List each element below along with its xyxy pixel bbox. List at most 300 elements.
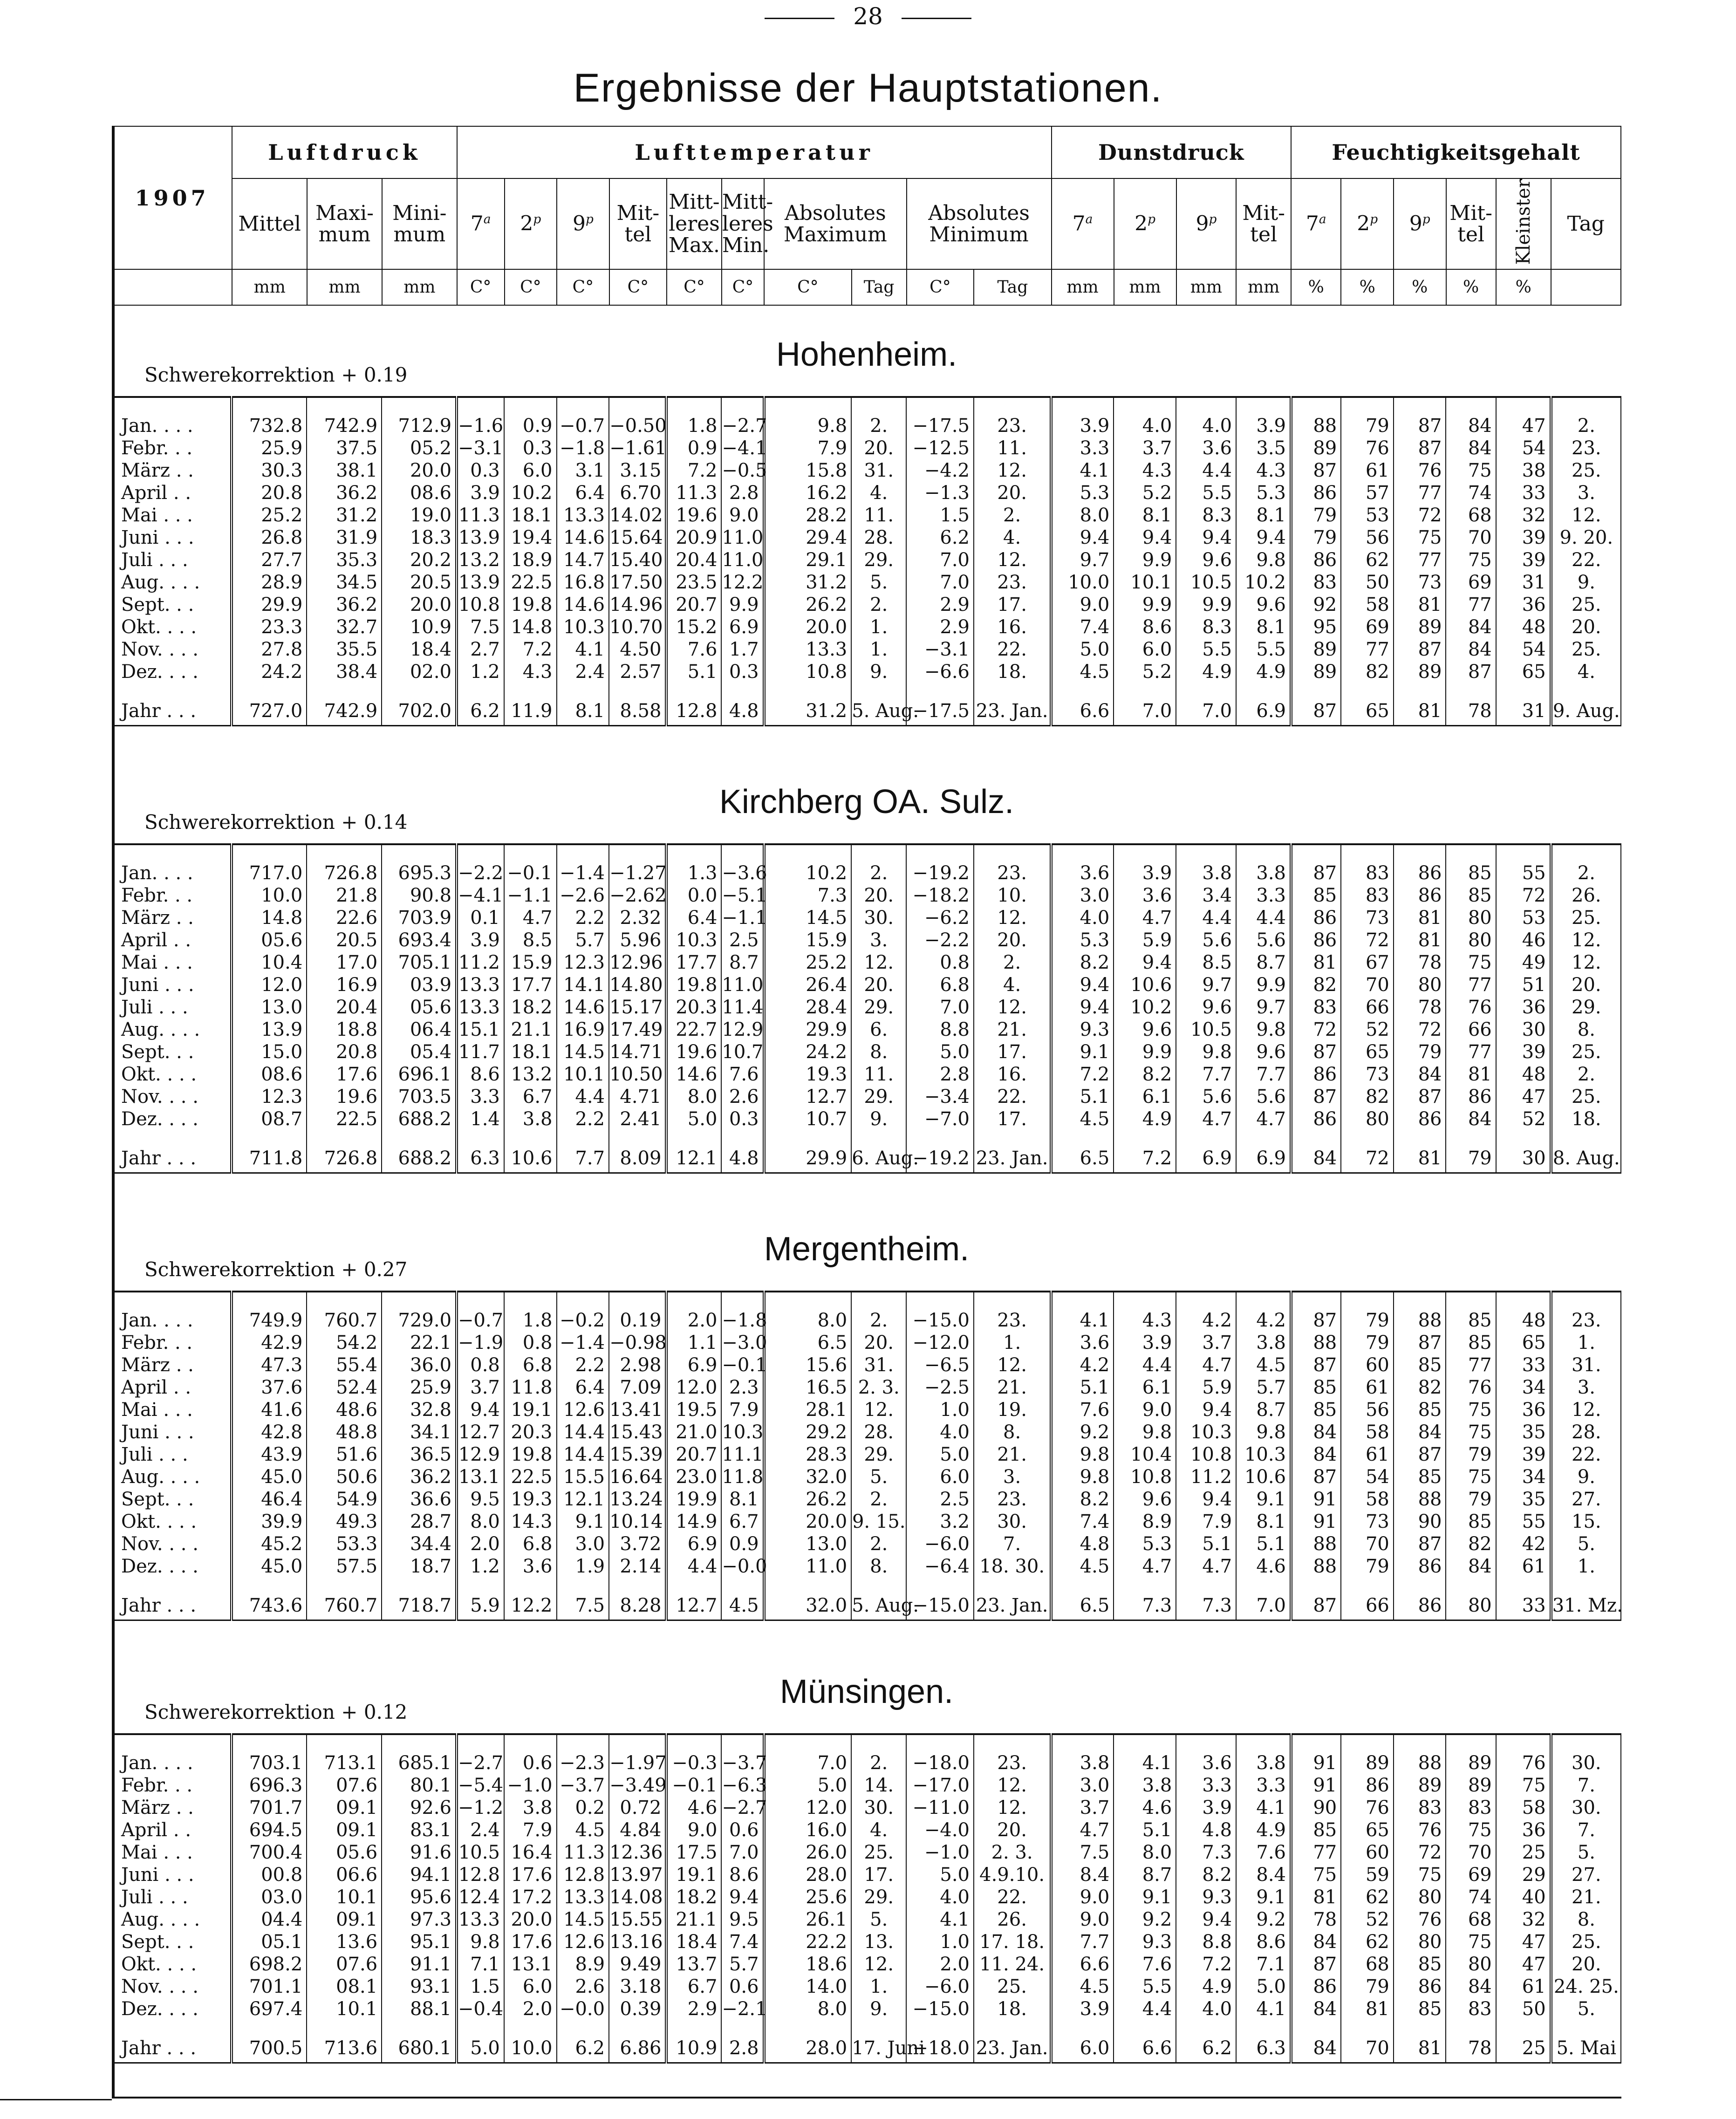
spacer-cell: [1341, 1734, 1394, 1752]
data-cell: 7.2: [504, 638, 557, 661]
spacer-cell: [1341, 1578, 1394, 1592]
data-cell: 7.4: [721, 1931, 764, 1953]
data-cell: 79: [1446, 1443, 1496, 1466]
data-cell: 4.1: [1114, 1752, 1176, 1774]
data-cell: 3.9: [1051, 415, 1114, 437]
spacer-cell: [1114, 844, 1176, 862]
data-cell: 2.98: [609, 1354, 666, 1376]
month-row: [112, 1841, 1621, 1864]
row-label: Jahr . . .: [112, 697, 232, 726]
data-cell: 27.: [1551, 1488, 1621, 1511]
data-cell: 7.0: [906, 996, 974, 1018]
data-cell: 5.: [1551, 1998, 1621, 2020]
data-cell: 05.2: [382, 437, 457, 459]
data-cell: 8.0: [457, 1511, 504, 1533]
data-cell: 8.4: [1236, 1864, 1291, 1886]
month-row: [112, 1399, 1621, 1421]
data-cell: 35.3: [307, 549, 382, 571]
data-cell: 28.1: [764, 1399, 852, 1421]
row-label: Okt. . . .: [112, 1511, 232, 1533]
row-label: Okt. . . .: [112, 1953, 232, 1975]
data-cell: 75: [1446, 1399, 1496, 1421]
data-cell: 688.2: [382, 1144, 457, 1173]
data-cell: 10.2: [1236, 571, 1291, 594]
sub-ld-max: Maxi-mum: [307, 178, 382, 269]
data-cell: 12.4: [457, 1886, 504, 1908]
spacer-cell: [1551, 683, 1621, 697]
row-label: Sept. . .: [112, 1041, 232, 1063]
data-cell: 0.6: [721, 1975, 764, 1998]
data-cell: 87: [1291, 697, 1341, 726]
data-cell: −17.5: [906, 697, 974, 726]
data-cell: 11.0: [722, 549, 764, 571]
spacer-cell: [851, 1130, 906, 1144]
data-cell: 8.6: [457, 1063, 504, 1086]
data-cell: 3.8: [1051, 1752, 1114, 1774]
data-cell: 8.9: [1114, 1511, 1176, 1533]
data-cell: 85: [1446, 1309, 1496, 1332]
month-row: [112, 862, 1621, 884]
data-cell: 38.1: [307, 459, 382, 482]
data-cell: 3.9: [457, 929, 504, 951]
data-cell: 30.: [851, 907, 906, 929]
data-cell: 88: [1291, 415, 1341, 437]
data-cell: 16.8: [557, 571, 609, 594]
data-cell: 87: [1394, 1086, 1446, 1108]
data-cell: 5.0: [906, 1041, 974, 1063]
data-cell: 31.2: [764, 571, 852, 594]
data-cell: 28.0: [764, 2034, 852, 2063]
data-cell: 4.9: [1176, 661, 1236, 683]
data-cell: 698.2: [232, 1953, 307, 1975]
data-cell: 28.2: [764, 504, 852, 526]
data-cell: 11.2: [457, 951, 504, 974]
data-cell: 701.7: [232, 1797, 307, 1819]
spacer-cell: [721, 844, 764, 862]
data-cell: 4.1: [557, 638, 609, 661]
data-cell: 13.3: [457, 974, 504, 996]
data-cell: 11.8: [504, 1376, 557, 1399]
data-cell: 88.1: [382, 1998, 457, 2020]
data-cell: 77: [1446, 1354, 1496, 1376]
data-cell: 77: [1291, 1841, 1341, 1864]
spacer-cell: [1051, 1578, 1114, 1592]
data-cell: 12.: [974, 907, 1051, 929]
data-cell: 4.5: [721, 1592, 764, 1620]
row-label: Sept. . .: [112, 594, 232, 616]
data-cell: 1.8: [504, 1309, 557, 1332]
data-cell: 2.8: [721, 2034, 764, 2063]
data-cell: 13.7: [666, 1953, 721, 1975]
data-cell: 47: [1496, 1931, 1551, 1953]
data-cell: 75: [1446, 459, 1496, 482]
data-cell: 3.0: [557, 1533, 609, 1555]
data-cell: 1.8: [666, 415, 721, 437]
data-cell: 12.: [1551, 929, 1621, 951]
month-row: [112, 482, 1621, 504]
data-cell: 5.0: [666, 1108, 721, 1130]
data-cell: 14.5: [764, 907, 852, 929]
spacer-cell: [1114, 2020, 1176, 2034]
data-cell: −2.1: [722, 1998, 767, 2020]
data-cell: 4.0: [1051, 907, 1114, 929]
data-cell: 5.7: [721, 1953, 764, 1975]
spacer-cell: [1394, 1578, 1446, 1592]
data-cell: 24.2: [764, 1041, 852, 1063]
data-cell: 8.2: [1114, 1063, 1176, 1086]
data-cell: 76: [1394, 1908, 1446, 1931]
data-cell: 88: [1291, 1533, 1341, 1555]
data-cell: 9.4: [721, 1886, 764, 1908]
data-cell: 29.9: [232, 594, 307, 616]
data-cell: 4.5: [1236, 1354, 1291, 1376]
data-cell: 7.6: [1051, 1399, 1114, 1421]
data-cell: 20.: [1551, 974, 1621, 996]
spacer-cell: [1551, 844, 1621, 862]
month-row: [112, 1886, 1621, 1908]
data-cell: 4.2: [1051, 1354, 1114, 1376]
data-cell: 11.3: [457, 504, 504, 526]
data-cell: 79: [1341, 415, 1394, 437]
data-cell: 22.5: [504, 571, 557, 594]
data-cell: 2.5: [721, 929, 764, 951]
data-cell: 3.18: [609, 1975, 666, 1998]
spacer-cell: [457, 844, 504, 862]
data-cell: 1.0: [906, 1931, 974, 1953]
data-cell: 76: [1446, 1376, 1496, 1399]
data-cell: 23.3: [232, 616, 307, 638]
data-cell: −1.0: [906, 1841, 974, 1864]
month-row: [112, 1864, 1621, 1886]
data-cell: 36: [1496, 1819, 1551, 1841]
data-cell: 6.9: [666, 1354, 721, 1376]
spacer-cell: [232, 1734, 307, 1752]
data-cell: 4.2: [1236, 1309, 1291, 1332]
data-cell: 2.3: [721, 1376, 764, 1399]
data-cell: 14.8: [504, 616, 557, 638]
data-cell: 23.: [974, 1752, 1051, 1774]
data-cell: 31.2: [307, 504, 382, 526]
data-cell: 15.64: [609, 526, 666, 549]
column-header: [112, 126, 1621, 306]
data-cell: 8.5: [1176, 951, 1236, 974]
data-cell: 73: [1341, 907, 1394, 929]
data-cell: 7.1: [1236, 1953, 1291, 1975]
data-cell: 20.: [851, 1332, 906, 1354]
data-cell: 43.9: [232, 1443, 307, 1466]
data-cell: −17.5: [906, 415, 974, 437]
spacer-cell: [1236, 2020, 1291, 2034]
data-cell: 46.4: [232, 1488, 307, 1511]
data-cell: 9.7: [1176, 974, 1236, 996]
spacer-cell: [974, 397, 1051, 415]
data-cell: 23.: [974, 1488, 1051, 1511]
row-label: Nov. . . .: [112, 1086, 232, 1108]
data-cell: 13.24: [609, 1488, 666, 1511]
spacer-cell: [851, 844, 906, 862]
data-cell: 36: [1496, 996, 1551, 1018]
data-cell: 25.2: [232, 504, 307, 526]
spacer-cell: [1446, 1734, 1496, 1752]
spacer-cell: [1394, 1734, 1446, 1752]
unit-pct: %: [1341, 269, 1394, 305]
sub-fg-mittel: Mit-tel: [1446, 178, 1496, 269]
data-cell: 712.9: [382, 415, 457, 437]
data-cell: 12.: [974, 1774, 1051, 1797]
data-cell: 28.7: [382, 1511, 457, 1533]
data-cell: 10.70: [609, 616, 666, 638]
data-cell: 760.7: [307, 1309, 382, 1332]
row-label: Juli . . .: [112, 1443, 232, 1466]
data-cell: 85: [1446, 1511, 1496, 1533]
row-label: März . .: [112, 1797, 232, 1819]
data-cell: 16.4: [504, 1841, 557, 1864]
spacer-cell: [457, 1130, 504, 1144]
data-cell: 8.1: [557, 697, 609, 726]
spacer-cell: [906, 1734, 974, 1752]
data-cell: 0.9: [504, 415, 557, 437]
spacer-cell: [1051, 2020, 1114, 2034]
data-cell: 1.5: [457, 1975, 504, 1998]
spacer-cell: [721, 683, 764, 697]
spacer-cell: [112, 844, 232, 862]
data-cell: 13.16: [609, 1931, 666, 1953]
data-cell: 10.5: [1176, 1018, 1236, 1041]
data-cell: 8. Aug.: [1551, 1144, 1621, 1173]
data-cell: 5.9: [1176, 1376, 1236, 1399]
spacer-cell: [1236, 1734, 1291, 1752]
data-cell: 55: [1496, 862, 1551, 884]
data-cell: 16.: [974, 1063, 1051, 1086]
data-cell: 85: [1394, 1953, 1446, 1975]
month-row: [112, 504, 1621, 526]
month-row: [112, 1953, 1621, 1975]
data-cell: 4.5: [1051, 661, 1114, 683]
data-cell: 73: [1341, 1063, 1394, 1086]
spacer-cell: [1236, 397, 1291, 415]
data-cell: 25.2: [764, 951, 852, 974]
spacer-cell: [721, 397, 764, 415]
spacer-cell: [1051, 844, 1114, 862]
data-cell: 54.2: [307, 1332, 382, 1354]
data-cell: 718.7: [382, 1592, 457, 1620]
data-cell: 23.0: [666, 1466, 721, 1488]
spacer-cell: [232, 1578, 307, 1592]
data-cell: 697.4: [232, 1998, 307, 2020]
data-cell: 2.2: [557, 1108, 609, 1130]
data-cell: 8.0: [764, 1998, 852, 2020]
data-cell: 5.: [851, 1466, 906, 1488]
spacer-cell: [1341, 1292, 1394, 1309]
data-cell: 0.9: [666, 437, 721, 459]
data-cell: −15.0: [906, 1592, 974, 1620]
data-cell: 32.0: [764, 1592, 852, 1620]
data-cell: 8.28: [609, 1592, 666, 1620]
data-cell: 29.9: [764, 1144, 852, 1173]
data-cell: 19.8: [666, 974, 721, 996]
data-cell: 3.1: [557, 459, 609, 482]
data-cell: −1.4: [557, 1332, 609, 1354]
data-cell: 89: [1446, 1752, 1496, 1774]
data-cell: 6.1: [1114, 1086, 1176, 1108]
spacer-cell: [112, 1734, 232, 1752]
data-cell: 3.4: [1176, 884, 1236, 907]
data-cell: 4.4: [1176, 907, 1236, 929]
data-cell: 78: [1394, 996, 1446, 1018]
data-cell: 93.1: [382, 1975, 457, 1998]
data-cell: 65: [1341, 697, 1394, 726]
data-cell: −5.4: [457, 1774, 504, 1797]
data-cell: 42.9: [232, 1332, 307, 1354]
data-cell: 15.6: [764, 1354, 852, 1376]
data-cell: 79: [1291, 504, 1341, 526]
data-cell: 7.7: [1051, 1931, 1114, 1953]
data-cell: 7.6: [666, 638, 721, 661]
data-cell: 12.6: [557, 1399, 609, 1421]
data-cell: 91: [1291, 1488, 1341, 1511]
spacer-cell: [557, 397, 609, 415]
row-label: Jahr . . .: [112, 2034, 232, 2063]
data-cell: 22.6: [307, 907, 382, 929]
data-cell: 29.: [851, 996, 906, 1018]
data-cell: 3.9: [457, 482, 504, 504]
data-cell: 2.8: [906, 1063, 974, 1086]
data-cell: 03.9: [382, 974, 457, 996]
data-cell: 9.9: [1114, 594, 1176, 616]
data-cell: 2.32: [609, 907, 666, 929]
spacer-cell: [666, 1578, 721, 1592]
data-cell: 14.4: [557, 1443, 609, 1466]
data-cell: 20.8: [232, 482, 307, 504]
data-cell: 3.2: [906, 1511, 974, 1533]
data-cell: 31.2: [764, 697, 852, 726]
data-cell: 4.9: [1176, 1975, 1236, 1998]
data-cell: 10.8: [457, 594, 504, 616]
data-cell: 8.1: [1236, 504, 1291, 526]
spacer-cell: [666, 2020, 721, 2034]
data-cell: 76: [1394, 459, 1446, 482]
row-label: Aug. . . .: [112, 1908, 232, 1931]
data-cell: 8.6: [1114, 616, 1176, 638]
data-cell: 91: [1291, 1511, 1341, 1533]
data-cell: 88: [1291, 1332, 1341, 1354]
data-cell: 68: [1446, 504, 1496, 526]
row-label: April . .: [112, 482, 232, 504]
data-cell: 41.6: [232, 1399, 307, 1421]
data-cell: 10.0: [232, 884, 307, 907]
data-cell: 76: [1394, 1819, 1446, 1841]
data-cell: 87: [1394, 1533, 1446, 1555]
data-cell: 86: [1291, 929, 1341, 951]
data-cell: 81: [1394, 1144, 1446, 1173]
data-cell: 2.8: [721, 482, 764, 504]
data-cell: 9.5: [457, 1488, 504, 1511]
data-cell: 0.0: [666, 884, 721, 907]
data-cell: 84: [1446, 638, 1496, 661]
data-cell: 14.0: [764, 1975, 852, 1998]
spacer-cell: [1496, 1734, 1551, 1752]
data-cell: 5.7: [1236, 1376, 1291, 1399]
data-cell: −1.9: [457, 1332, 504, 1354]
data-cell: 11.3: [557, 1841, 609, 1864]
data-cell: 84: [1446, 415, 1496, 437]
data-cell: 79: [1446, 1488, 1496, 1511]
data-cell: 82: [1341, 661, 1394, 683]
data-cell: 85: [1394, 1354, 1446, 1376]
data-cell: 81: [1446, 1063, 1496, 1086]
spacer-cell: [382, 1130, 457, 1144]
spacer-cell: [1446, 844, 1496, 862]
data-cell: 3.7: [1176, 1332, 1236, 1354]
data-cell: 26.: [974, 1908, 1051, 1931]
data-cell: 11.: [851, 504, 906, 526]
data-cell: 6.0: [504, 459, 557, 482]
data-cell: 703.9: [382, 907, 457, 929]
row-label: Nov. . . .: [112, 1975, 232, 1998]
data-cell: 12.9: [457, 1443, 504, 1466]
row-label: Mai . . .: [112, 1399, 232, 1421]
data-cell: 28.: [851, 526, 906, 549]
spacer-cell: [382, 1292, 457, 1309]
spacer-cell: [557, 1130, 609, 1144]
spacer-cell: [1551, 1578, 1621, 1592]
data-cell: 6.9: [1236, 1144, 1291, 1173]
row-label: Aug. . . .: [112, 1466, 232, 1488]
spacer-cell: [666, 1292, 721, 1309]
spacer-cell: [764, 844, 852, 862]
data-cell: 51: [1496, 974, 1551, 996]
data-cell: 20.: [974, 1819, 1051, 1841]
data-cell: 4.4: [1236, 907, 1291, 929]
data-cell: 3.15: [609, 459, 666, 482]
data-cell: 3.3: [1236, 1774, 1291, 1797]
data-cell: 5.3: [1236, 482, 1291, 504]
data-cell: −2.3: [557, 1752, 609, 1774]
spacer-cell: [504, 2020, 557, 2034]
data-cell: 7.09: [609, 1376, 666, 1399]
data-cell: 90: [1291, 1797, 1341, 1819]
data-cell: 18.2: [666, 1886, 721, 1908]
data-cell: 9.4: [1051, 526, 1114, 549]
data-cell: −6.6: [906, 661, 974, 683]
data-cell: 88: [1291, 1555, 1341, 1578]
data-cell: 78: [1394, 951, 1446, 974]
data-cell: 6.8: [504, 1354, 557, 1376]
data-cell: 87: [1394, 1443, 1446, 1466]
data-cell: 2.0: [504, 1998, 557, 2020]
data-cell: 2.57: [609, 661, 666, 683]
data-cell: 07.6: [307, 1953, 382, 1975]
data-cell: 00.8: [232, 1864, 307, 1886]
data-cell: 9.6: [1176, 549, 1236, 571]
month-row: [112, 1086, 1621, 1108]
data-cell: 52: [1341, 1018, 1394, 1041]
data-cell: 18.: [1551, 1108, 1621, 1130]
data-cell: 84: [1291, 1443, 1341, 1466]
data-cell: 4.3: [1114, 1309, 1176, 1332]
data-cell: 7.9: [504, 1819, 557, 1841]
data-cell: 3.6: [1114, 884, 1176, 907]
data-cell: 84: [1291, 1144, 1341, 1173]
data-cell: 87: [1291, 1953, 1341, 1975]
data-cell: 9.4: [1176, 1399, 1236, 1421]
data-cell: 4.7: [1114, 907, 1176, 929]
data-cell: 48.6: [307, 1399, 382, 1421]
data-cell: 10.: [974, 884, 1051, 907]
data-cell: −17.0: [906, 1774, 974, 1797]
data-cell: 22.: [974, 1886, 1051, 1908]
data-cell: 6.86: [609, 2034, 666, 2063]
